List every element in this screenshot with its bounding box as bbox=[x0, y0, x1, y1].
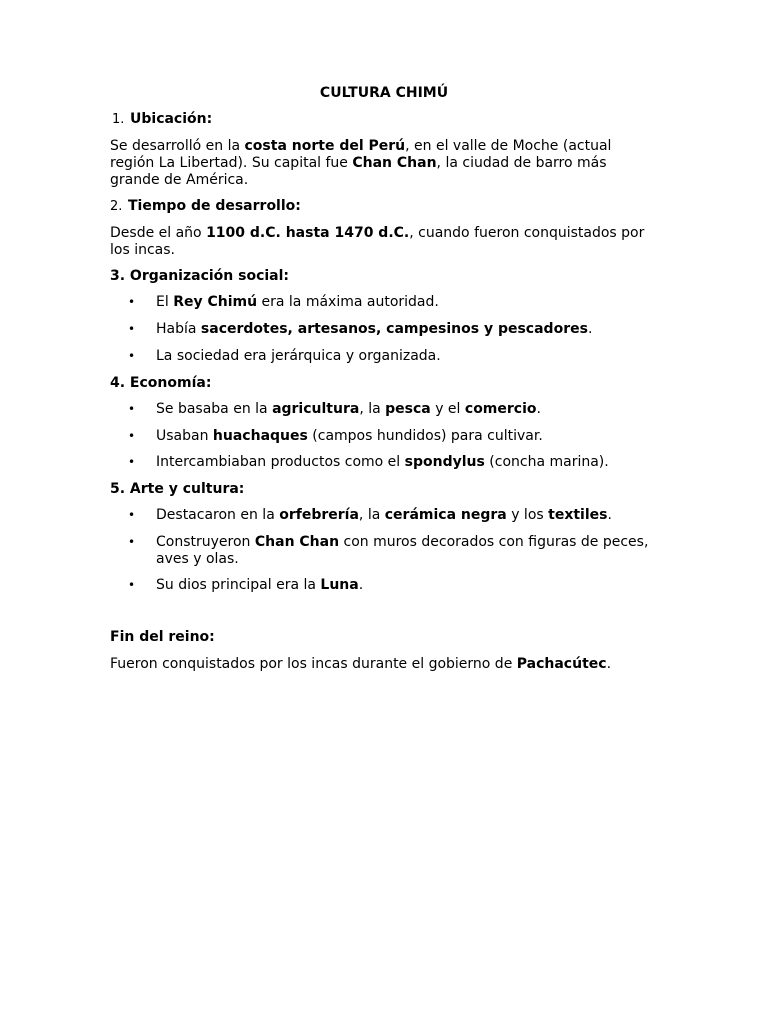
text: . bbox=[358, 577, 364, 593]
section-2-number: 2. bbox=[110, 199, 123, 214]
list-item-text bbox=[156, 428, 543, 445]
bold-text: Chan Chan bbox=[254, 534, 340, 550]
bold-text: Pachacútec bbox=[516, 656, 607, 672]
list-item-text bbox=[156, 454, 609, 471]
bold-text: costa norte del Perú bbox=[244, 138, 406, 154]
section-1-paragraph-line-3: grande de América. bbox=[110, 172, 249, 188]
text: , la bbox=[359, 401, 386, 417]
text: , cuando fueron conquistados por bbox=[409, 225, 645, 241]
text: Su dios principal era la bbox=[156, 577, 321, 593]
text: (concha marina). bbox=[484, 454, 609, 470]
text: región La Libertad). Su capital fue bbox=[110, 155, 353, 171]
fin-del-reino-paragraph bbox=[110, 656, 670, 673]
bold-text: agricultura bbox=[272, 401, 360, 417]
bold-text: comercio bbox=[464, 401, 537, 417]
bold-text: spondylus bbox=[404, 454, 485, 470]
text: y los bbox=[506, 507, 549, 523]
section-1-paragraph-line-1 bbox=[110, 138, 670, 155]
text: , la bbox=[358, 507, 385, 523]
bullet-icon: • bbox=[128, 535, 136, 549]
bullet-icon: • bbox=[128, 322, 136, 336]
list-item-text bbox=[156, 321, 592, 338]
text: . bbox=[587, 321, 593, 337]
bold-text: sacerdotes, artesanos, campesinos y pescadores bbox=[200, 321, 588, 337]
bullet-icon: • bbox=[128, 508, 136, 522]
bullet-icon: • bbox=[128, 455, 136, 469]
text: El bbox=[156, 294, 174, 310]
bold-text: Rey Chimú bbox=[173, 294, 258, 310]
text: . bbox=[607, 507, 612, 523]
bold-text: 1100 d.C. hasta 1470 d.C. bbox=[206, 225, 410, 241]
text: Desde el año bbox=[110, 225, 207, 241]
section-2-paragraph-line-1 bbox=[110, 225, 670, 242]
section-5-heading: 5. Arte y cultura: bbox=[110, 481, 245, 497]
text: Usaban bbox=[156, 428, 213, 444]
bullet-icon: • bbox=[128, 349, 136, 363]
text: Destacaron en la bbox=[156, 507, 280, 523]
list-item-text bbox=[156, 507, 612, 524]
section-3-heading: 3. Organización social: bbox=[110, 268, 290, 284]
text: , la ciudad de barro más bbox=[436, 155, 607, 171]
section-2-heading bbox=[110, 198, 670, 215]
text: (campos hundidos) para cultivar. bbox=[307, 428, 543, 444]
text: Construyeron bbox=[156, 534, 255, 550]
bullet-icon: • bbox=[128, 402, 136, 416]
list-item-text bbox=[156, 294, 439, 311]
bold-text: Chan Chan bbox=[352, 155, 437, 171]
text: . bbox=[536, 401, 541, 417]
bullet-icon: • bbox=[128, 578, 136, 592]
bullet-icon: • bbox=[128, 429, 136, 443]
section-1-paragraph-line-2 bbox=[110, 155, 670, 172]
fin-del-reino-heading: Fin del reino: bbox=[110, 629, 215, 645]
document-title: CULTURA CHIMÚ bbox=[319, 85, 449, 101]
bold-text: textiles bbox=[548, 507, 608, 523]
bold-text: pesca bbox=[385, 401, 431, 417]
text: . bbox=[606, 656, 612, 672]
list-item-text bbox=[156, 577, 363, 594]
section-2-label: Tiempo de desarrollo: bbox=[128, 198, 301, 214]
text: Había bbox=[156, 321, 201, 337]
list-item-text: La sociedad era jerárquica y organizada. bbox=[156, 348, 441, 364]
text: y el bbox=[430, 401, 465, 417]
bold-text: huachaques bbox=[212, 428, 308, 444]
text: Intercambiaban productos como el bbox=[156, 454, 405, 470]
bold-text: cerámica negra bbox=[384, 507, 507, 523]
text: , en el valle de Moche (actual bbox=[405, 138, 612, 154]
bold-text: orfebrería bbox=[279, 507, 359, 523]
text: Fueron conquistados por los incas durante el gobierno de bbox=[110, 656, 517, 672]
text: con muros decorados con figuras de peces, bbox=[339, 534, 649, 550]
text: era la máxima autoridad. bbox=[257, 294, 439, 310]
section-1-number: 1. bbox=[112, 112, 125, 127]
list-item-text-line-1 bbox=[156, 534, 648, 551]
section-2-paragraph-line-2: los incas. bbox=[110, 242, 175, 258]
list-item-text-line-2: aves y olas. bbox=[156, 551, 239, 567]
section-1-label: Ubicación: bbox=[130, 111, 213, 127]
section-4-heading: 4. Economía: bbox=[110, 375, 212, 391]
text: Se basaba en la bbox=[156, 401, 273, 417]
bullet-icon: • bbox=[128, 295, 136, 309]
text: Se desarrolló en la bbox=[110, 138, 245, 154]
section-1-heading bbox=[112, 111, 672, 128]
bold-text: Luna bbox=[320, 577, 359, 593]
list-item-text bbox=[156, 401, 541, 418]
